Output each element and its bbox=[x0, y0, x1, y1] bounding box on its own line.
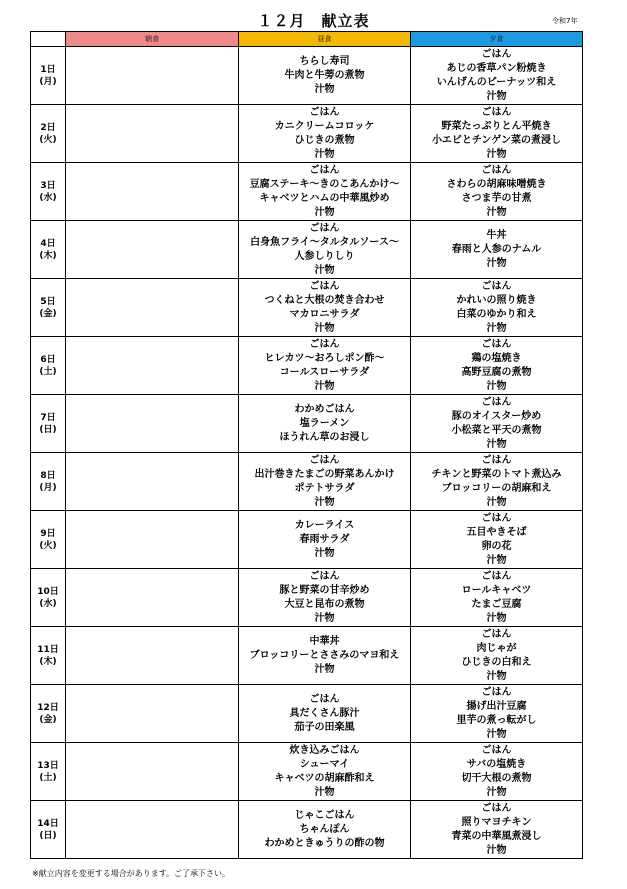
lunch-item: わかめときゅうりの酢の物 bbox=[264, 837, 385, 849]
dinner-item: 白菜のゆかり和え bbox=[456, 308, 537, 320]
table-row bbox=[31, 627, 583, 685]
dinner-item: 切干大根の煮物 bbox=[461, 772, 532, 784]
lunch-item: コールスローサラダ bbox=[279, 366, 370, 378]
lunch-cell bbox=[239, 47, 411, 105]
table-row bbox=[31, 105, 583, 163]
date-cell bbox=[31, 685, 66, 743]
lunch-item: 汁物 bbox=[314, 547, 335, 559]
date-cell bbox=[31, 801, 66, 859]
dinner-item: 汁物 bbox=[486, 670, 507, 682]
dinner-item: 五目やきそば bbox=[466, 526, 527, 538]
day-label: 5日 bbox=[40, 296, 56, 307]
lunch-item: マカロニサラダ bbox=[289, 308, 360, 320]
breakfast-cell bbox=[66, 685, 239, 743]
dinner-item: 野菜たっぷりとん平焼き bbox=[441, 120, 552, 132]
lunch-item: 茄子の田楽風 bbox=[294, 721, 355, 733]
lunch-item: 出汁巻きたまごの野菜あんかけ bbox=[254, 468, 395, 480]
breakfast-cell bbox=[66, 395, 239, 453]
date-cell bbox=[31, 511, 66, 569]
date-cell bbox=[31, 105, 66, 163]
dinner-item: 汁物 bbox=[486, 496, 507, 508]
date-cell bbox=[31, 279, 66, 337]
lunch-item: ごはん bbox=[309, 106, 340, 118]
date-cell bbox=[31, 221, 66, 279]
dinner-item: ロールキャベツ bbox=[461, 584, 532, 596]
day-label: 9日 bbox=[40, 528, 56, 539]
breakfast-cell bbox=[66, 47, 239, 105]
dinner-item: 汁物 bbox=[486, 148, 507, 160]
day-label: 12日 bbox=[37, 702, 59, 713]
lunch-item: 具だくさん豚汁 bbox=[289, 707, 360, 719]
day-label: 8日 bbox=[40, 470, 56, 481]
lunch-item: ひじきの煮物 bbox=[294, 134, 355, 146]
dinner-item: ごはん bbox=[481, 744, 512, 756]
dinner-item: ごはん bbox=[481, 338, 512, 350]
weekday-label: (月) bbox=[39, 482, 57, 493]
date-cell bbox=[31, 627, 66, 685]
dinner-cell bbox=[411, 685, 583, 743]
lunch-item: 牛肉と牛蒡の煮物 bbox=[284, 69, 365, 81]
dinner-item: 牛丼 bbox=[486, 229, 507, 241]
lunch-cell bbox=[239, 163, 411, 221]
dinner-item: 揚げ出汁豆腐 bbox=[466, 700, 527, 712]
dinner-cell bbox=[411, 279, 583, 337]
lunch-item: ごはん bbox=[309, 280, 340, 292]
dinner-item: 高野豆腐の煮物 bbox=[461, 366, 532, 378]
lunch-item: 汁物 bbox=[314, 83, 335, 95]
date-cell bbox=[31, 163, 66, 221]
dinner-item: 鶏の塩焼き bbox=[471, 352, 522, 364]
weekday-label: (土) bbox=[39, 772, 57, 783]
dinner-item: 汁物 bbox=[486, 257, 507, 269]
dinner-item: 春雨と人参のナムル bbox=[451, 243, 542, 255]
lunch-item: ごはん bbox=[309, 338, 340, 350]
lunch-item: 汁物 bbox=[314, 206, 335, 218]
dinner-item: 小松菜と平天の煮物 bbox=[451, 424, 542, 436]
weekday-label: (金) bbox=[39, 308, 57, 319]
lunch-item: 炊き込みごはん bbox=[289, 744, 360, 756]
lunch-item: キャベツとハムの中華風炒め bbox=[259, 192, 390, 204]
day-label: 1日 bbox=[40, 64, 56, 75]
dinner-item: ひじきの白和え bbox=[461, 656, 532, 668]
lunch-item: 汁物 bbox=[314, 264, 335, 276]
dinner-cell bbox=[411, 511, 583, 569]
date-cell bbox=[31, 337, 66, 395]
dinner-item: ごはん bbox=[481, 512, 512, 524]
dinner-cell bbox=[411, 337, 583, 395]
table-row bbox=[31, 801, 583, 859]
weekday-label: (火) bbox=[39, 540, 57, 551]
dinner-item: 小エビとチンゲン菜の煮浸し bbox=[431, 134, 562, 146]
lunch-item: ポテトサラダ bbox=[294, 482, 355, 494]
lunch-item: 汁物 bbox=[314, 786, 335, 798]
lunch-item: 塩ラーメン bbox=[299, 417, 350, 429]
lunch-item: 汁物 bbox=[314, 663, 335, 675]
dinner-item: ごはん bbox=[481, 628, 512, 640]
day-label: 14日 bbox=[37, 818, 59, 829]
breakfast-header: 朝食 bbox=[66, 32, 239, 47]
dinner-item: 照りマヨチキン bbox=[461, 816, 532, 828]
dinner-item: 汁物 bbox=[486, 554, 507, 566]
lunch-item: ブロッコリーとささみのマヨ和え bbox=[249, 649, 400, 661]
dinner-item: ごはん bbox=[481, 106, 512, 118]
weekday-label: (日) bbox=[39, 830, 57, 841]
day-label: 11日 bbox=[37, 644, 59, 655]
dinner-item: ごはん bbox=[481, 454, 512, 466]
lunch-item: 白身魚フライ～タルタルソース～ bbox=[250, 236, 399, 248]
date-cell bbox=[31, 395, 66, 453]
date-cell bbox=[31, 47, 66, 105]
day-label: 2日 bbox=[40, 122, 56, 133]
lunch-item: 汁物 bbox=[314, 612, 335, 624]
table-row bbox=[31, 395, 583, 453]
dinner-item: ごはん bbox=[481, 570, 512, 582]
dinner-item: 汁物 bbox=[486, 90, 507, 102]
day-label: 7日 bbox=[40, 412, 56, 423]
lunch-cell bbox=[239, 801, 411, 859]
lunch-item: ちらし寿司 bbox=[299, 55, 350, 67]
breakfast-cell bbox=[66, 743, 239, 801]
day-label: 6日 bbox=[40, 354, 56, 365]
lunch-item: 汁物 bbox=[314, 148, 335, 160]
breakfast-cell bbox=[66, 511, 239, 569]
lunch-item: 大豆と昆布の煮物 bbox=[284, 598, 365, 610]
lunch-item: 豚と野菜の甘辛炒め bbox=[279, 584, 370, 596]
lunch-cell bbox=[239, 453, 411, 511]
dinner-item: ブロッコリーの胡麻和え bbox=[441, 482, 552, 494]
lunch-item: 豆腐ステーキ～きのこあんかけ～ bbox=[249, 178, 400, 190]
dinner-item: 汁物 bbox=[486, 786, 507, 798]
table-row bbox=[31, 47, 583, 105]
lunch-item: じゃこごはん bbox=[294, 809, 355, 821]
dinner-item: ごはん bbox=[481, 396, 512, 408]
breakfast-cell bbox=[66, 221, 239, 279]
lunch-cell bbox=[239, 395, 411, 453]
lunch-cell bbox=[239, 627, 411, 685]
footnote: ※献立内容を変更する場合があります。ご了承下さい。 bbox=[32, 869, 231, 878]
table-row bbox=[31, 279, 583, 337]
dinner-item: いんげんのピーナッツ和え bbox=[436, 76, 557, 88]
day-label: 13日 bbox=[37, 760, 59, 771]
lunch-cell bbox=[239, 743, 411, 801]
dinner-item: あじの香草パン粉焼き bbox=[446, 62, 547, 74]
dinner-item: 汁物 bbox=[486, 728, 507, 740]
table-row bbox=[31, 163, 583, 221]
table-row bbox=[31, 743, 583, 801]
dinner-cell bbox=[411, 395, 583, 453]
dinner-cell bbox=[411, 743, 583, 801]
day-label: 3日 bbox=[40, 180, 56, 191]
weekday-label: (金) bbox=[39, 714, 57, 725]
dinner-item: 汁物 bbox=[486, 322, 507, 334]
era-label: 令和7年 bbox=[552, 17, 578, 25]
dinner-item: たまご豆腐 bbox=[471, 598, 522, 610]
breakfast-cell bbox=[66, 337, 239, 395]
breakfast-cell bbox=[66, 569, 239, 627]
dinner-item: 肉じゃが bbox=[476, 642, 517, 654]
date-cell bbox=[31, 453, 66, 511]
lunch-item: ごはん bbox=[309, 570, 340, 582]
lunch-cell bbox=[239, 685, 411, 743]
lunch-item: 春雨サラダ bbox=[299, 533, 350, 545]
lunch-item: シューマイ bbox=[299, 758, 350, 770]
table-row bbox=[31, 337, 583, 395]
dinner-item: ごはん bbox=[481, 802, 512, 814]
dinner-item: チキンと野菜のトマト煮込み bbox=[431, 468, 562, 480]
lunch-cell bbox=[239, 511, 411, 569]
weekday-label: (日) bbox=[39, 424, 57, 435]
breakfast-cell bbox=[66, 801, 239, 859]
weekday-label: (木) bbox=[39, 250, 57, 261]
date-cell bbox=[31, 743, 66, 801]
lunch-item: カレーライス bbox=[294, 519, 355, 531]
date-header bbox=[31, 32, 66, 47]
lunch-item: カニクリームコロッケ bbox=[274, 120, 375, 132]
breakfast-cell bbox=[66, 627, 239, 685]
dinner-item: ごはん bbox=[481, 280, 512, 292]
dinner-item: 豚のオイスター炒め bbox=[451, 410, 542, 422]
dinner-item: 汁物 bbox=[486, 844, 507, 856]
dinner-item: 汁物 bbox=[486, 380, 507, 392]
breakfast-cell bbox=[66, 105, 239, 163]
dinner-item: 汁物 bbox=[486, 206, 507, 218]
lunch-item: ほうれん草のお浸し bbox=[279, 431, 370, 443]
lunch-item: 汁物 bbox=[314, 322, 335, 334]
dinner-item: かれいの照り焼き bbox=[456, 294, 537, 306]
lunch-item: 中華丼 bbox=[309, 635, 340, 647]
breakfast-cell bbox=[66, 453, 239, 511]
dinner-cell bbox=[411, 801, 583, 859]
table-row bbox=[31, 569, 583, 627]
table-row bbox=[31, 453, 583, 511]
lunch-item: わかめごはん bbox=[294, 403, 355, 415]
weekday-label: (土) bbox=[39, 366, 57, 377]
dinner-item: 汁物 bbox=[486, 612, 507, 624]
dinner-cell bbox=[411, 569, 583, 627]
weekday-label: (水) bbox=[39, 598, 57, 609]
lunch-item: ちゃんぽん bbox=[299, 823, 350, 835]
lunch-item: 人参しりしり bbox=[294, 250, 355, 262]
dinner-item: 卵の花 bbox=[481, 540, 512, 552]
lunch-item: ごはん bbox=[309, 454, 340, 466]
dinner-item: サバの塩焼き bbox=[466, 758, 527, 770]
weekday-label: (木) bbox=[39, 656, 57, 667]
breakfast-cell bbox=[66, 279, 239, 337]
dinner-cell bbox=[411, 221, 583, 279]
lunch-cell bbox=[239, 279, 411, 337]
page-title: １２月 献立表 bbox=[257, 12, 370, 30]
lunch-cell bbox=[239, 569, 411, 627]
lunch-item: 汁物 bbox=[314, 380, 335, 392]
lunch-header: 昼食 bbox=[239, 32, 411, 47]
lunch-item: ごはん bbox=[309, 222, 340, 234]
dinner-header: 夕食 bbox=[411, 32, 583, 47]
day-label: 10日 bbox=[37, 586, 59, 597]
lunch-cell bbox=[239, 105, 411, 163]
lunch-item: ごはん bbox=[309, 693, 340, 705]
lunch-item: 汁物 bbox=[314, 496, 335, 508]
dinner-item: 汁物 bbox=[486, 438, 507, 450]
lunch-item: つくねと大根の焚き合わせ bbox=[264, 294, 385, 306]
dinner-cell bbox=[411, 453, 583, 511]
dinner-item: ごはん bbox=[481, 48, 512, 60]
dinner-cell bbox=[411, 47, 583, 105]
dinner-item: さわらの胡麻味噌焼き bbox=[446, 178, 547, 190]
dinner-cell bbox=[411, 163, 583, 221]
dinner-item: 里芋の煮っ転がし bbox=[456, 714, 537, 726]
dinner-item: さつま芋の甘煮 bbox=[461, 192, 532, 204]
breakfast-cell bbox=[66, 163, 239, 221]
table-row bbox=[31, 221, 583, 279]
table-row bbox=[31, 511, 583, 569]
dinner-item: 青菜の中華風煮浸し bbox=[451, 830, 542, 842]
lunch-item: ヒレカツ～おろしポン酢～ bbox=[264, 352, 385, 364]
lunch-item: ごはん bbox=[309, 164, 340, 176]
weekday-label: (月) bbox=[39, 76, 57, 87]
date-cell bbox=[31, 569, 66, 627]
weekday-label: (水) bbox=[39, 192, 57, 203]
lunch-cell bbox=[239, 337, 411, 395]
dinner-item: ごはん bbox=[481, 686, 512, 698]
dinner-cell bbox=[411, 627, 583, 685]
table-row bbox=[31, 685, 583, 743]
day-label: 4日 bbox=[40, 238, 56, 249]
lunch-cell bbox=[239, 221, 411, 279]
weekday-label: (火) bbox=[39, 134, 57, 145]
dinner-item: ごはん bbox=[481, 164, 512, 176]
lunch-item: キャベツの胡麻酢和え bbox=[274, 772, 375, 784]
menu-table bbox=[30, 31, 583, 859]
dinner-cell bbox=[411, 105, 583, 163]
